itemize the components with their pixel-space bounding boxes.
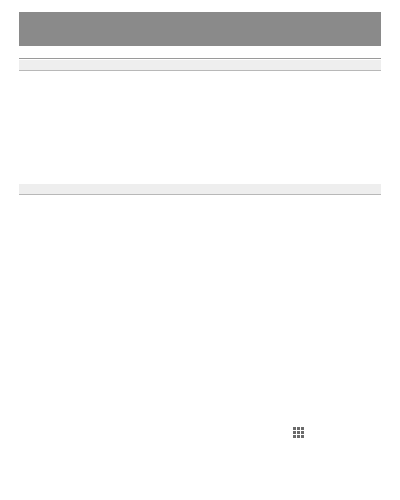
fleetwood-mark-icon xyxy=(293,427,305,439)
section-heading-fixed-leg xyxy=(19,184,381,195)
title-bar xyxy=(19,12,381,46)
divider xyxy=(19,58,381,59)
fleetwood-logo xyxy=(293,426,383,440)
section-heading-standard-features xyxy=(19,60,381,71)
